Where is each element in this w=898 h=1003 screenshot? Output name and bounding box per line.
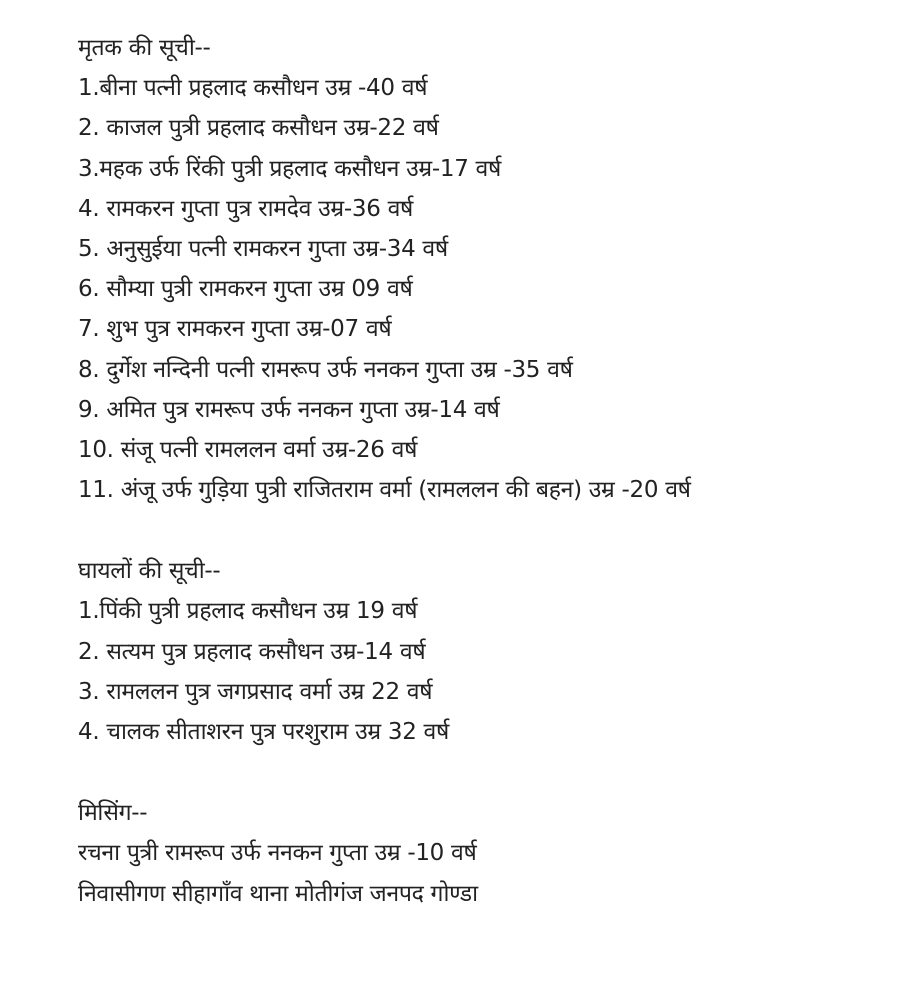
- list-item: 3.महक उर्फ रिंकी पुत्री प्रहलाद कसौधन उम्र-17 वर्ष: [78, 155, 502, 182]
- injured-heading: घायलों की सूची--: [78, 558, 221, 585]
- list-item: 4. चालक सीताशरन पुत्र परशुराम उम्र 32 वर्ष: [78, 719, 450, 745]
- list-item: रचना पुत्री रामरूप उर्फ ननकन गुप्ता उम्र -10 वर्ष: [78, 840, 477, 867]
- list-item: 8. दुर्गेश नन्दिनी पत्नी रामरूप उर्फ ननकन गुप्ता उम्र -35 वर्ष: [78, 356, 573, 383]
- deceased-heading: मृतक की सूची--: [78, 35, 211, 61]
- missing-heading: मिसिंग--: [78, 800, 148, 827]
- list-item: 3. रामललन पुत्र जगप्रसाद वर्मा उम्र 22 वर्ष: [78, 678, 433, 705]
- deceased-section: [78, 28, 878, 510]
- list-item: 1.बीना पत्नी प्रहलाद कसौधन उम्र -40 वर्ष: [78, 75, 428, 102]
- injured-section: [78, 551, 878, 752]
- missing-section: [78, 793, 878, 914]
- list-item: 2. सत्यम पुत्र प्रहलाद कसौधन उम्र-14 वर्ष: [78, 638, 426, 665]
- list-item: 4. रामकरन गुप्ता पुत्र रामदेव उम्र-36 वर्ष: [78, 195, 414, 222]
- residence-line: निवासीगण सीहागाँव थाना मोतीगंज जनपद गोण्डा: [78, 880, 478, 907]
- document-body: [78, 28, 878, 914]
- list-item: 11. अंजू उर्फ गुड़िया पुत्री राजितराम वर्मा (रामललन की बहन) उम्र -20 वर्ष: [78, 477, 691, 504]
- list-item: 5. अनुसुईया पत्नी रामकरन गुप्ता उम्र-34 वर्ष: [78, 235, 448, 262]
- list-item: 7. शुभ पुत्र रामकरन गुप्ता उम्र-07 वर्ष: [78, 316, 392, 343]
- section-spacer: [78, 510, 878, 551]
- list-item: 10. संजू पत्नी रामललन वर्मा उम्र-26 वर्ष: [78, 436, 418, 463]
- section-spacer: [78, 752, 878, 793]
- list-item: 9. अमित पुत्र रामरूप उर्फ ननकन गुप्ता उम्र-14 वर्ष: [78, 396, 500, 423]
- list-item: 2. काजल पुत्री प्रहलाद कसौधन उम्र-22 वर्ष: [78, 115, 439, 142]
- list-item: 1.पिंकी पुत्री प्रहलाद कसौधन उम्र 19 वर्ष: [78, 598, 418, 625]
- list-item: 6. सौम्या पुत्री रामकरन गुप्ता उम्र 09 वर्ष: [78, 276, 413, 303]
